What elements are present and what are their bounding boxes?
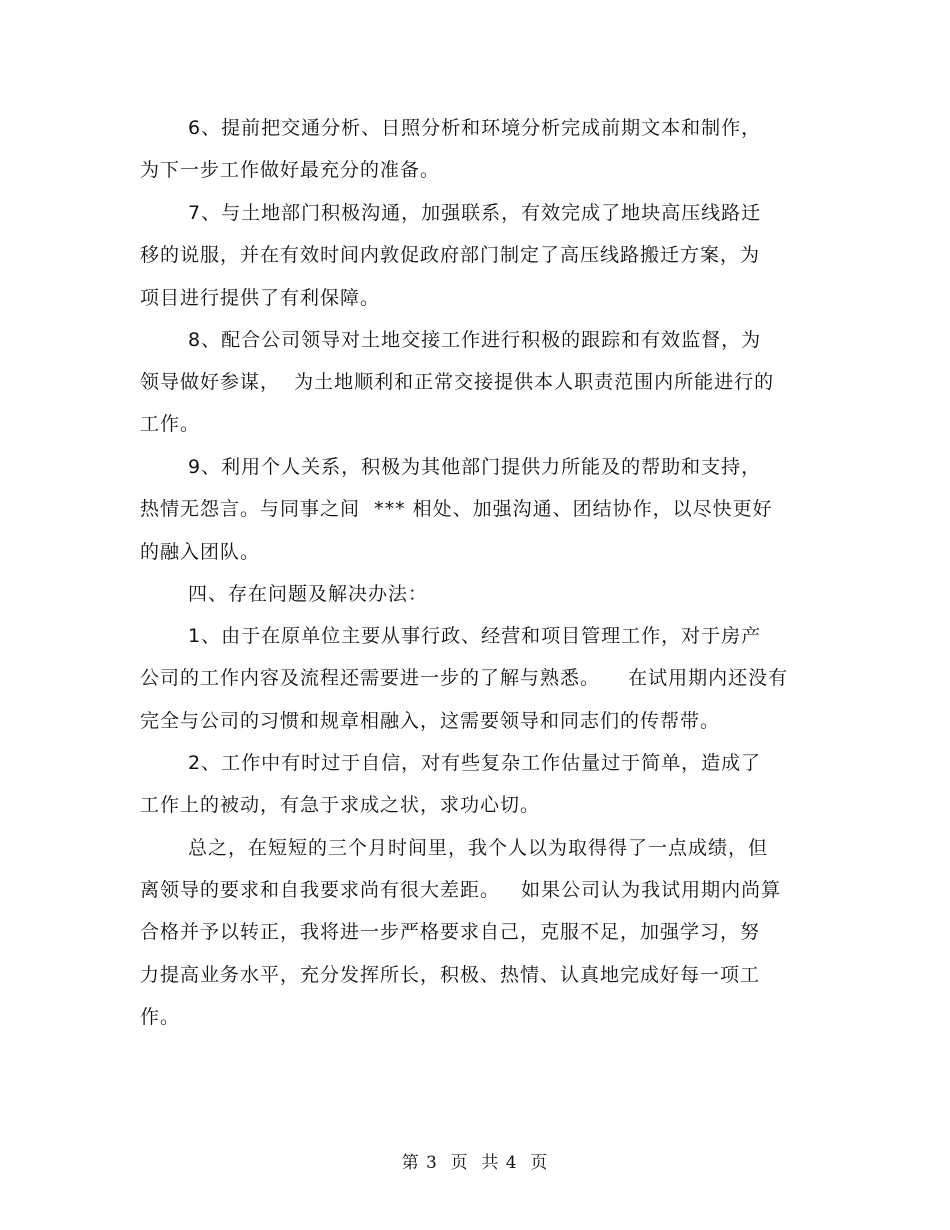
page-footer: 第 3 页 共 4 页 <box>401 1153 549 1173</box>
paragraph-line: 热情无怨言。与同事之间 *** 相处、加强沟通、团结协作，以尽快更好 <box>140 498 773 520</box>
paragraph-line: 合格并予以转正，我将进一步严格要求自己，克服不足，加强学习，努 <box>140 921 761 943</box>
paragraph-line: 2、工作中有时过于自信，对有些复杂工作估量过于简单，造成了 <box>188 752 762 774</box>
paragraph-line: 项目进行提供了有利保障。 <box>140 287 381 309</box>
paragraph-line: 完全与公司的习惯和规章相融入，这需要领导和同志们的传帮带。 <box>140 710 721 732</box>
paragraph-line: 移的说服，并在有效时间内敦促政府部门制定了高压线路搬迁方案，为 <box>140 244 761 266</box>
paragraph-line: 总之，在短短的三个月时间里，我个人以为取得得了一点成绩，但 <box>188 837 769 859</box>
paragraph-line: 离领导的要求和自我要求尚有很大差距。 如果公司认为我试用期内尚算 <box>140 879 782 901</box>
paragraph-line: 工作上的被动，有急于求成之状，求功心切。 <box>140 794 541 816</box>
paragraph-line: 9、利用个人关系，积极为其他部门提供力所能及的帮助和支持， <box>188 456 762 478</box>
paragraph-line: 公司的工作内容及流程还需要进一步的了解与熟悉。 在试用期内还没有 <box>140 667 789 689</box>
section-heading: 四、存在问题及解决办法： <box>188 583 429 605</box>
paragraph-line: 领导做好参谋， 为土地顺利和正常交接提供本人职责范围内所能进行的 <box>140 371 775 393</box>
paragraph-line: 力提高业务水平，充分发挥所长，积极、热情、认真地完成好每一项工 <box>140 964 761 986</box>
paragraph-line: 1、由于在原单位主要从事行政、经营和项目管理工作，对于房产 <box>188 625 762 647</box>
paragraph-line: 7、与土地部门积极沟通，加强联系，有效完成了地块高压线路迁 <box>188 202 762 224</box>
paragraph-line: 工作。 <box>140 413 201 435</box>
paragraph-line: 8、配合公司领导对土地交接工作进行积极的跟踪和有效监督，为 <box>188 329 762 351</box>
paragraph-line: 作。 <box>140 1006 181 1028</box>
paragraph-line: 6、提前把交通分析、日照分析和环境分析完成前期文本和制作， <box>188 117 762 139</box>
paragraph-line: 的融入团队。 <box>140 541 261 563</box>
paragraph-line: 为下一步工作做好最充分的准备。 <box>140 159 441 181</box>
